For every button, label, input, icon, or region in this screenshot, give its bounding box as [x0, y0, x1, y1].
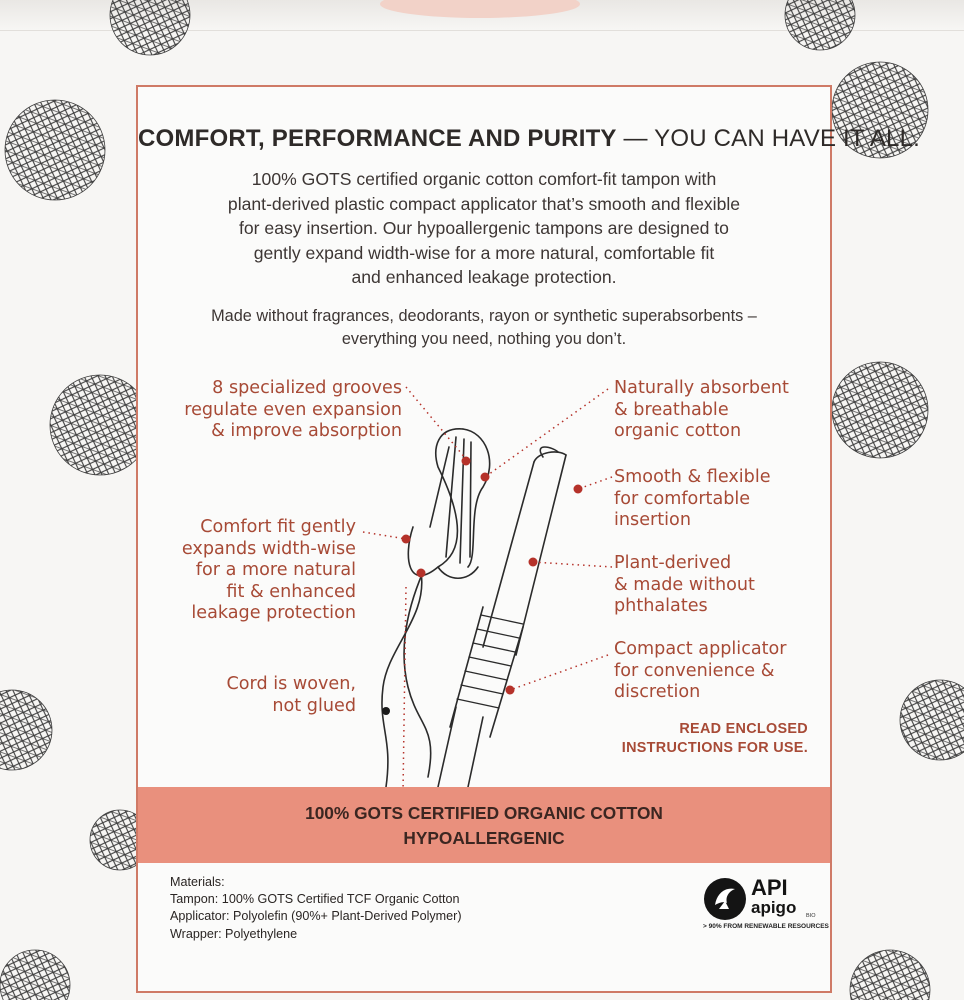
dot-left-2: [50, 375, 150, 475]
dot-right-3: [900, 680, 964, 760]
applicator-left: [483, 462, 534, 647]
certification-band: [138, 787, 830, 863]
feature-plant-derived: Plant-derived & made without phthalates: [614, 553, 755, 617]
dot-left-5: [0, 950, 70, 1000]
logo-renewable-text: > 90% FROM RENEWABLE RESOURCES: [703, 923, 829, 930]
feature-applicator: Compact applicator for convenience & discretion: [614, 639, 787, 703]
marker-base: [417, 569, 426, 578]
instructions-note: READ ENCLOSED INSTRUCTIONS FOR USE.: [621, 721, 808, 756]
marker-cotton: [481, 473, 490, 482]
dot-right-2: [832, 362, 928, 458]
intro-line: gently expand width-wise for a more natural, comfortable fit: [253, 242, 715, 263]
cord: [404, 572, 431, 777]
cord-2: [382, 572, 422, 787]
made-without-line: Made without fragrances, deodorants, rayon or synthetic superabsorbents –: [211, 307, 757, 325]
applicator-top: [534, 452, 566, 462]
logo-api-text: API: [751, 875, 788, 900]
made-without-line: everything you need, nothing you don’t.: [341, 329, 627, 348]
logo-apigo-text: apigo: [751, 898, 797, 917]
feature-smooth: Smooth & flexible for comfortable insertion: [614, 467, 771, 531]
marker-applicator: [506, 686, 515, 695]
dot-top-right: [785, 0, 855, 50]
material-wrapper: Wrapper: Polyethylene: [170, 926, 298, 941]
marker-cord: [382, 707, 390, 715]
intro-line: for easy insertion. Our hypoallergenic tampons are designed to: [239, 218, 729, 238]
feature-comfort-fit: Comfort fit gently expands width-wise for a more natural fit & enhanced leakage protection: [181, 517, 356, 624]
material-tampon: Tampon: 100% GOTS Certified TCF Organic Cotton: [170, 892, 460, 907]
materials-list: [170, 874, 462, 943]
marker-plant: [529, 558, 538, 567]
intro-line: 100% GOTS certified organic cotton comfort-fit tampon with: [251, 169, 717, 189]
groove-3: [470, 442, 471, 557]
material-applicator: Applicator: Polyolefin (90%+ Plant-Derived Polymer): [170, 909, 462, 924]
feature-absorbent: Naturally absorbent & breathable organic cotton: [614, 378, 789, 442]
tampon-outline-right: [463, 429, 490, 567]
api-logo-icon: [703, 877, 747, 921]
dot-left-3: [0, 690, 52, 770]
marker-comfort: [402, 535, 411, 544]
dot-right-4: [850, 950, 930, 1000]
feature-grooves: 8 specialized grooves regulate even expansion & improve absorption: [184, 378, 402, 442]
intro-line: plant-derived plastic compact applicator that’s smooth and flexible: [227, 193, 741, 214]
dot-left-1: [5, 100, 105, 200]
plunger-rod: [438, 707, 456, 787]
groove-4: [430, 447, 449, 527]
logo-bio-text: BIO: [806, 913, 816, 919]
band-line-1: 100% GOTS CERTIFIED ORGANIC COTTON: [305, 803, 663, 823]
tampon-base: [438, 567, 478, 578]
plunger-rod-2: [468, 717, 483, 787]
leader-lines: [363, 387, 612, 792]
applicator-right: [516, 455, 566, 655]
marker-smooth: [574, 485, 583, 494]
info-panel: [136, 85, 921, 993]
plunger-right: [490, 627, 523, 737]
marker-grooves: [462, 457, 471, 466]
headline-rest: — YOU CAN HAVE IT ALL.: [616, 125, 921, 152]
intro-line: and enhanced leakage protection.: [351, 267, 617, 287]
api-apigo-logo: [703, 875, 829, 939]
top-seal-mark: [380, 0, 580, 18]
materials-title: Materials:: [170, 875, 225, 889]
headline-bold: COMFORT, PERFORMANCE AND PURITY: [138, 125, 617, 152]
dot-top-left: [110, 0, 190, 55]
marker-dots: [382, 457, 583, 716]
band-line-2: HYPOALLERGENIC: [403, 828, 565, 848]
feature-cord: Cord is woven, not glued: [226, 674, 356, 716]
